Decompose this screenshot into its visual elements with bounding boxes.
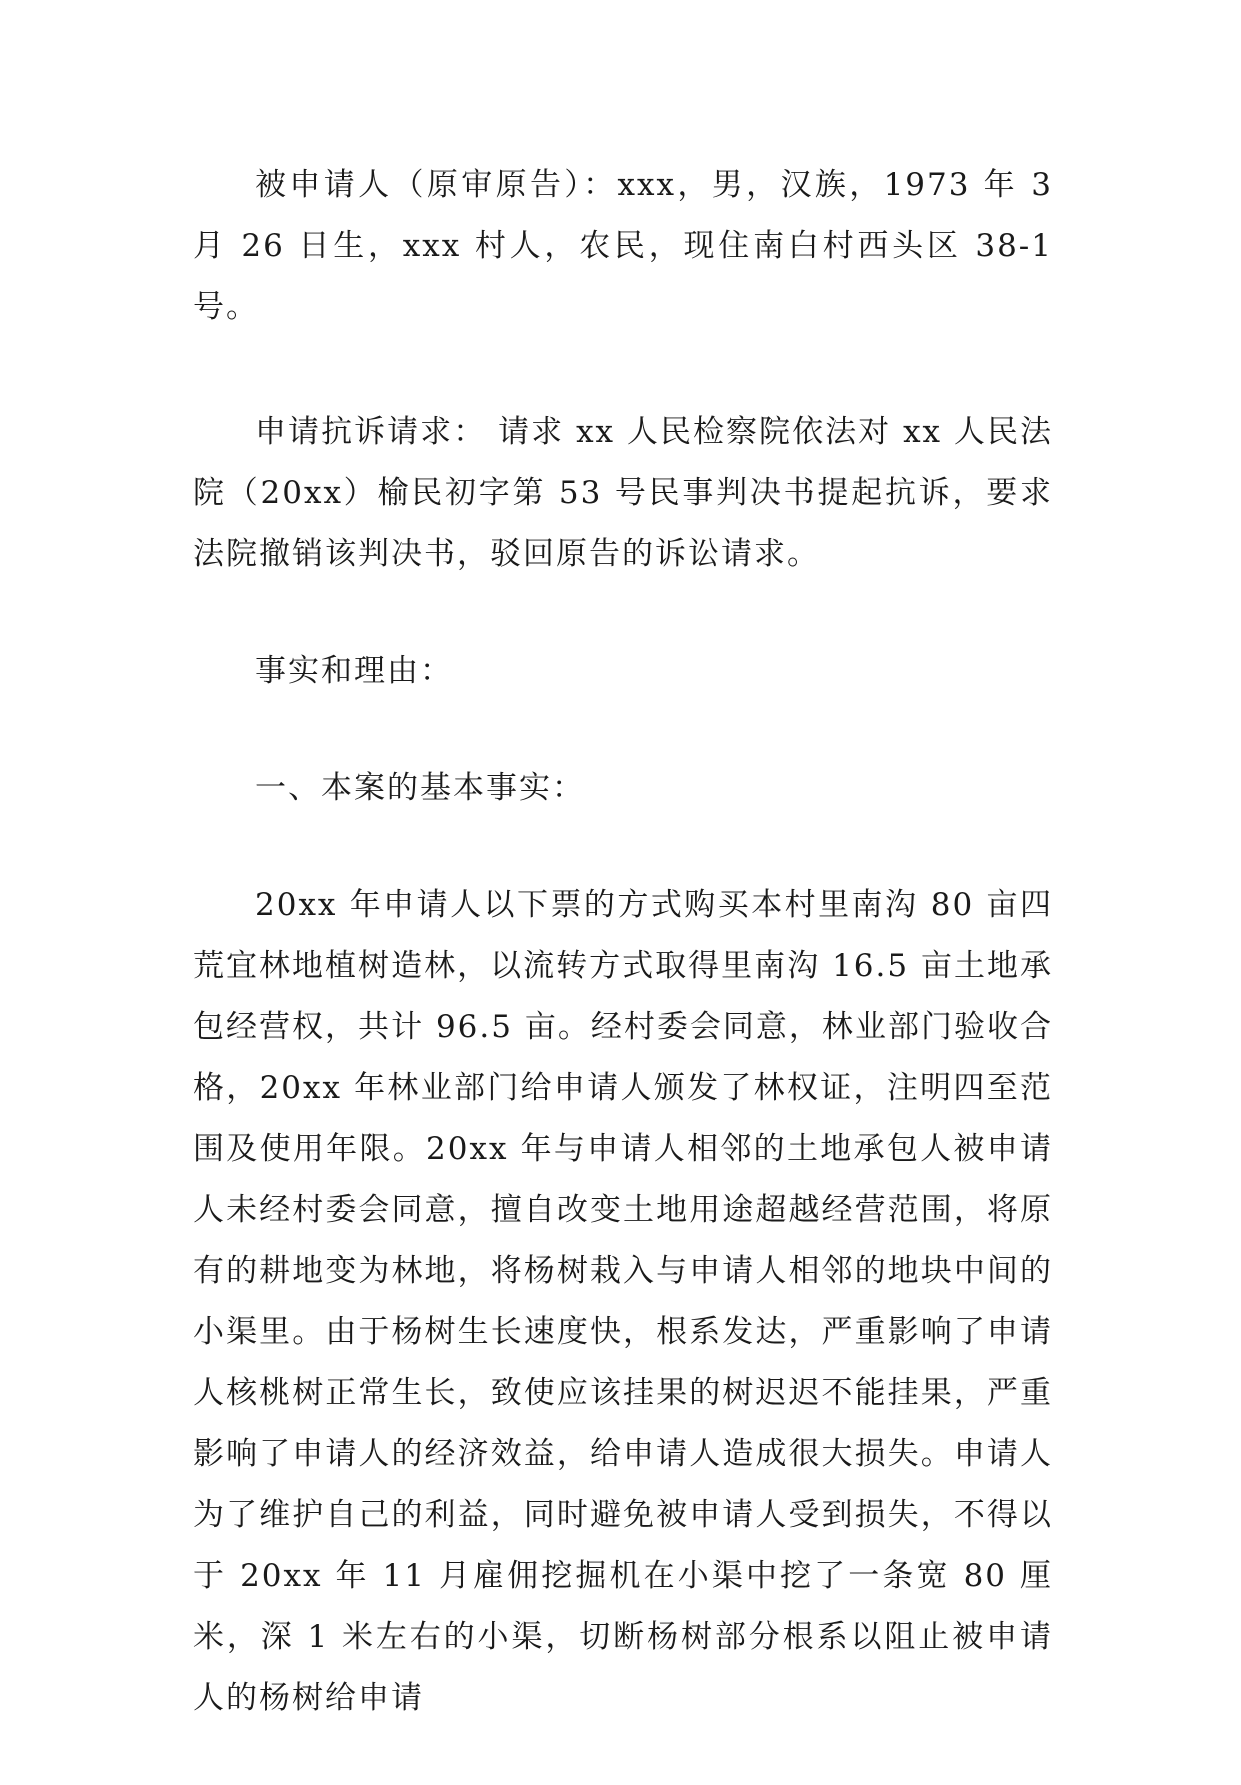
basic-facts-heading: 一、本案的基本事实： <box>255 770 585 806</box>
document-body <box>193 155 1053 1785</box>
facts-and-reasons-heading: 事实和理由： <box>255 653 453 689</box>
protest-request-paragraph: 申请抗诉请求： 请求 xx 人民检察院依法对 xx 人民法院（20xx）榆民初字第 53 号民事判决书提起抗诉，要求法院撤销该判决书，驳回原告的诉讼请求。 <box>193 414 1053 572</box>
basic-facts-paragraph: 20xx 年申请人以下票的方式购买本村里南沟 80 亩四荒宜林地植树造林，以流转方式取得里南沟 16.5 亩土地承包经营权，共计 96.5 亩。经村委会同意，林业部门验收合格，20xx 年林业部门给申请人颁发了林权证，注明四至范围及使用年限。20xx 年与申请人相邻的土地承包人被申请人未经村委会同意，擅自改变土地用途超越经营范围，将原有的耕地变为林地，将杨树栽入与申请人相邻的地块中间的小渠里。由于杨树生长速度快，根系发达，严重影响了申请人核桃树正常生长，致使应该挂果的树迟迟不能挂果，严重影响了申请人的经济效益，给申请人造成很大损失。申请人为了维护自己的利益，同时避免被申请人受到损失，不得以于 20xx 年 11 月雇佣挖掘机在小渠中挖了一条宽 80 厘米，深 1 米左右的小渠，切断杨树部分根系以阻止被申请人的杨树给申请 <box>193 887 1053 1716</box>
respondent-info-paragraph: 被申请人（原审原告）：xxx，男，汉族，1973 年 3 月 26 日生，xxx 村人，农民，现住南白村西头区 38-1 号。 <box>193 167 1054 325</box>
